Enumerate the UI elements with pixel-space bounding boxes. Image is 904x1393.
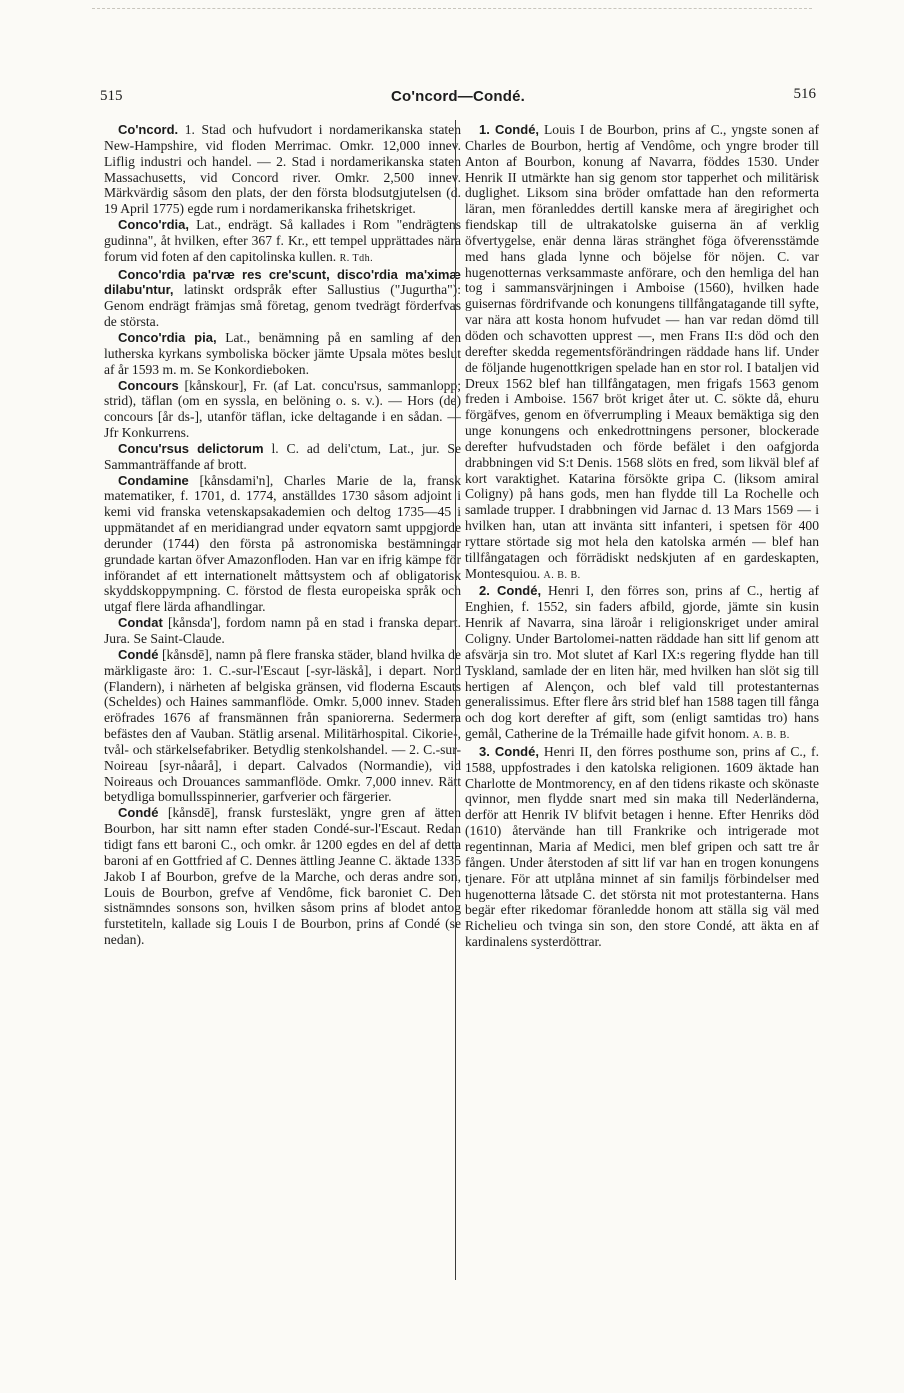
entry [104,473,461,616]
entry-text: latinskt ordspråk efter Sallustius ("Jugurtha"): Genom endrägt främjas små företag, genom tvedrägt förderfvas de största. [104,282,461,330]
author-signature: A. B. B. [752,730,790,742]
entry-headword: 3. Condé, [479,743,539,759]
entry [104,647,461,805]
entry [104,122,461,217]
entry-headword: 1. Condé, [479,122,540,137]
page-header [100,86,816,110]
entry-text: [kånsdē], fransk furstesläkt, yngre gren af ätten Bourbon, har sitt namn efter staden Condé-sur-l'Escaut. Redan tidigt fans ett baroni C., och omkr. år 1200 egdes en del af detta baroni af en Gottfried af C. Dennes ättling Jeanne C. äktade 1335 Jakob I af Bourbon, grefve de la Marche, och deras andre son, Louis de Bourbon, grefve af Vendôme, fick baroniet C. Den sistnämndes sonsons son, hvilken såsom prins af blodet antog furstetiteln, kallade sig Louis I de Bourbon, prins af Condé (se nedan). [104,805,461,948]
scan-edge-line [92,8,812,9]
entry [104,805,461,948]
author-signature: R. Tdh. [339,252,374,264]
entry-text: Lat., benämning på en samling af den lutherska kyrkans symboliska böcker jämte Upsala mötes beslut af år 1593 m. m. Se Konkordieboken. [104,329,461,377]
running-head: Co'ncord—Condé. [390,88,526,105]
entry-text: l. C. ad deli'ctum, Lat., jur. Se Sammanträffande af brott. [104,440,461,472]
entry [104,441,461,473]
entry-text: 1. Stad och hufvudort i nordamerikanska staten New-Hampshire, vid floden Merrimac. Omkr. 12,000 innev. Liflig industri och handel. — 2. Stad i nordamerikanska staten Massachusetts, vid Concord river. Omkr. 2,500 innev. Märkvärdig såsom den plats, der den första blodsutgjutelsen (d. 19 April 1775) egde rum i nordamerikanska frihetskriget. [104,122,461,217]
right-column [465,122,819,950]
entry [104,330,461,378]
entry-headword: Conco'rdia, [118,217,189,233]
entry [104,378,461,441]
entry [104,217,461,267]
entry-text: Louis I de Bourbon, prins af C., yngste sonen af Charles de Bourbon, hertig af Vendôme, och yngre broder till Anton af Bourbon, konung af Navarra, föddes 1530. Under Henrik II utmärkte han sig genom stor tapperhet och militärisk duglighet. Liksom sina bröder omfattade han den reformerta läran, men föranleddes dertill kanske mera af äregirighet och fiendskap till de ultrakatolske guiserna än af verklig öfvertygelse, enär denna läras stränghet föga öfverensstämde med hans glada lynne och böjelse för nöjen. C. var hugenotternas verksammaste anförare, och den hemliga del han tog i sammansvärjningen i Amboise (1560), hvilken hade guisernas fördrifvande och konungens tillfångatagande till syfte, var nära att kosta honom hufvudet — han var redan dömd till döden och schavotten upprest —, men Frans II:s död och den derefter skedda regementsförändringen räddade hans lif. Under de följande hugenottkrigen spelade han en stor rol. I batalјen vid Dreux 1562 blef han tillfångatagen, men frigafs 1563 genom freden i Amboise. 1567 bröt kriget åter ut. C. sökte då, ehuru förgäfves, genom en öfverrumpling i Meaux bemäktiga sig den unge konungens och enkedrottningens personer, blockerade derefter hufvudstaden och förde befälet i den oafgjorda drabbningen vid S:t Denis. 1568 slöts en fred, som likväl blef af kort varaktighet. Katarina försökte gripa C. (liksom amiral Coligny) på hans gods, men han flydde till La Rochelle och samlade trupper. I drabbningen vid Jarnac d. 13 Mars 1569 — i hvilken han, utan att invänta sitt infanteri, i spetsen för 400 ryttare störtade sig mot hela den katolska armén — blef han tillfångatagen och förrädiskt nedskjuten af en gardeskapten, Montesquiou. [465,122,819,581]
column-divider [455,120,456,1280]
entry-text: [kånskour], Fr. (af Lat. concu'rsus, sammanlopp; strid), täflan (om en syssla, en belöning o. s. v.). — Hors (de) concours [år ds-], utanför täflan, icke deltagande i en sådan. — Jfr Konkurrens. [104,377,461,441]
entry [465,122,819,583]
page-number-left: 515 [100,88,123,104]
left-column [104,122,461,948]
entry-text: [kånsda'], fordom namn på en stad i franska depart. Jura. Se Saint-Claude. [104,615,461,646]
entry-headword: Condat [118,615,163,631]
entry-text: Lat., endrägt. Så kallades i Rom "endrägtens gudinna", åt hvilken, efter 367 f. Kr., ett tempel upprättades nära forum vid foten af den capitolinska kullen. [104,217,461,264]
entry-headword: Condé [118,646,159,662]
entry-headword: Conco'rdia pa'rvæ res cre'scunt, disco'rdia ma'ximæ dilabu'ntur, [104,266,461,298]
entry-headword: 2. Condé, [479,583,542,599]
entry [104,267,461,330]
author-signature: A. B. B. [543,569,581,581]
entry [465,744,819,950]
entry-headword: Condamine [118,472,189,488]
entry [465,583,819,743]
entry-text: Henri II, den förres posthume son, prins af C., f. 1588, uppfostrades i den katolska religionen. 1609 äktade han Charlotte de Montmorency, en af den tidens rikaste och skönaste qvinnor, men flydde snart med sin maka till Nederländerna, derför att Henrik IV blifvit betagen i henne. Efter Henriks död (1610) återvände han till Frankrike och intrigerade mot regentinnan, Maria af Medici, men blef gripen och satt tre år fången. Under återstoden af sitt lif var han en trogen konungens tjenare. För att utplåna minnet af sin familjs förbindelser med hugenotterna låtsade C. det största nit mot protestanterna. Hans begär efter rikedomar föranledde honom att ställa sig väl med Richelieu och tvinga sin son, den store Condé, att äkta en af kardinalens systerdöttrar. [465,743,819,950]
entry-headword: Conco'rdia pia, [118,329,217,345]
entry [104,615,461,647]
entry-headword: Concours [118,377,179,393]
page-number-right: 516 [793,86,816,102]
entry-text: [kånsdē], namn på flere franska städer, bland hvilka de märkligaste äro: 1. C.-sur-l'Escaut [-syr-läskå], i depart. Nord (Flandern), i närheten af belgiska gränsen, vid floderna Escauts (Scheldes) och Haines sammanflöde. Omkr. 5,000 innev. Staden eröfrades 1676 af fransmännen från spaniorerna. Sedermera befästes den af Vauban. Stätlig arsenal. Militärhospital. Cikorie-, tvål- och stärkelsefabriker. Betydlig stenkolshandel. — 2. C.-sur-Noireau [syr-nåarå], i depart. Calvados (Normandie), vid Noireaus och Drouances sammanflöde. Omkr. 7,000 innev. Rätt betydliga bomullsspinnerier, garfverier och färgerier. [104,646,461,805]
entry-text: [kånsdami'n], Charles Marie de la, fransk matematiker, f. 1701, d. 1774, anställdes 1730 såsom adjoint i kemi vid franska vetenskapsakademien och deltog 1735—45 i uppmätandet af en meridiangrad under eqvatorn samt uppgjorde derunder (1744) den första på astronomiska bestämningar grundade kartan öfver Amazonfloden. Han var en ifrig kämpe för införandet af ett internationelt måttsystem och af obligatorisk skyddskoppympning. C. förstod de flesta europeiska språk och utgaf flere lärda afhandlingar. [104,472,461,615]
entry-text: Henri I, den förres son, prins af C., hertig af Enghien, f. 1552, sin faders afbild, gjorde, jämte sin kusin Henrik af Navarra, sina läroår i religionskriget under amiral Coligny. Under Bartolomei-natten räddade han sitt lif genom att afsvärja sin tro. Mot slutet af Karl IX:s regering flydde han till Tyskland, samlade der en liten här, med hvilken han slöt sig till hertigen af Alençon, och blef vald till protestanternas generalissimus. Efter flere års strid blef han 1588 tagen till fånga och dog kort derefter af gift, som (enligt samtidas tro) hans gemål, Catherine de la Trémaille hade gifvit honom. [465,583,819,742]
entry-headword: Co'ncord. [118,122,179,137]
entry-headword: Condé [118,805,159,821]
entry-headword: Concu'rsus delictorum [118,440,264,456]
